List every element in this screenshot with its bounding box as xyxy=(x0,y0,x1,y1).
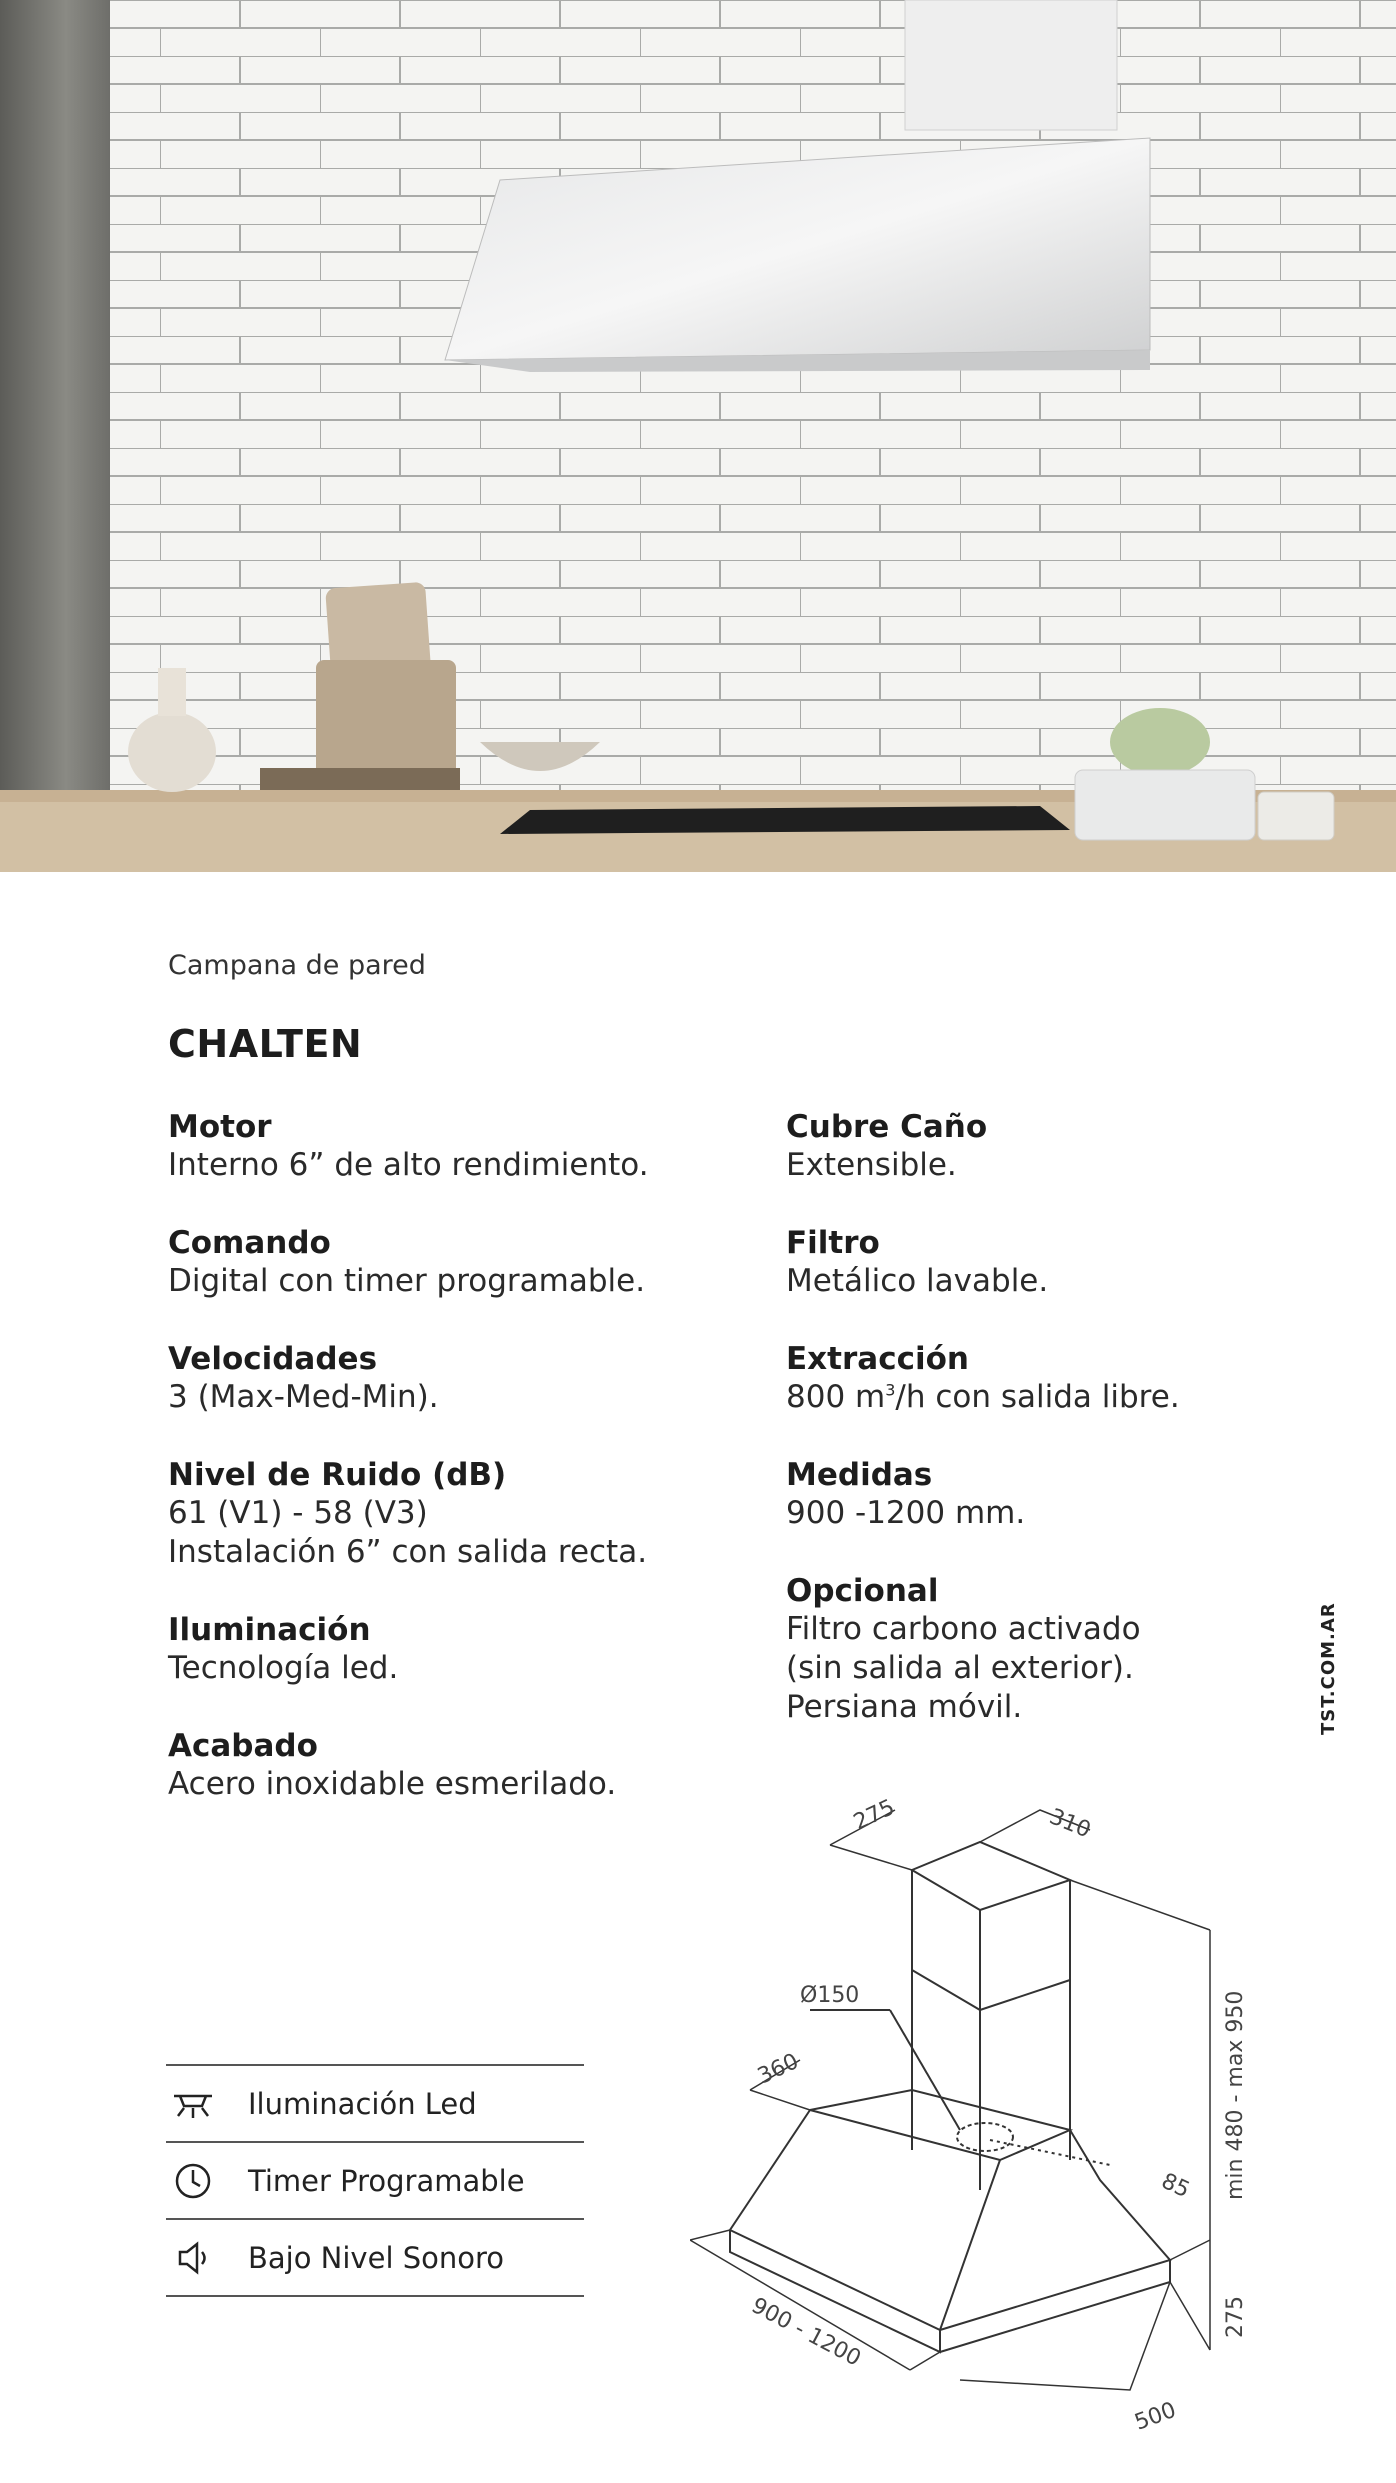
feature-timer xyxy=(166,2141,584,2218)
extraction-value: 800 m xyxy=(786,1379,886,1415)
spec-value: Metálico lavable. xyxy=(786,1263,1049,1299)
spec-nivel-ruido xyxy=(168,1456,768,1572)
dimension-diagram xyxy=(690,1790,1250,2480)
outlet-leader xyxy=(810,2010,960,2130)
speaker-icon xyxy=(170,2238,216,2278)
outlet-circle xyxy=(957,2123,1013,2151)
led-light-icon xyxy=(170,2084,216,2124)
hood-front xyxy=(730,2110,1000,2330)
spec-label: Motor xyxy=(168,1109,272,1145)
chimney-edges xyxy=(912,1870,1070,2190)
brand-url: TST.COM.AR xyxy=(1318,1602,1339,1735)
chimney-top xyxy=(912,1842,1070,1910)
dim-height-range: min 480 - max 950 xyxy=(1223,1990,1248,2200)
dim-offset: 85 xyxy=(1157,2168,1194,2204)
spec-label: Velocidades xyxy=(168,1341,378,1377)
spec-label: Medidas xyxy=(786,1457,933,1493)
dim-depth: 500 xyxy=(1131,2397,1180,2436)
kitchen-hood-illustration xyxy=(0,0,1396,872)
spec-value: Interno 6” de alto rendimiento. xyxy=(168,1147,649,1183)
spec-value: Filtro carbono activado xyxy=(786,1611,1141,1647)
feature-label: Iluminación Led xyxy=(248,2086,477,2121)
spec-value: Acero inoxidable esmerilado. xyxy=(168,1766,617,1802)
feature-sound xyxy=(166,2218,584,2297)
specs-right-column xyxy=(786,1108,1386,1766)
spec-label: Comando xyxy=(168,1225,331,1261)
spec-label: Nivel de Ruido (dB) xyxy=(168,1457,507,1493)
spec-value: Digital con timer programable. xyxy=(168,1263,646,1299)
dim-outlet: Ø150 xyxy=(800,1983,860,2008)
spec-iluminacion xyxy=(168,1611,768,1688)
feature-label: Timer Programable xyxy=(248,2163,525,2198)
extraction-exponent: 3 xyxy=(885,1380,896,1400)
clock-icon xyxy=(170,2161,216,2201)
extraction-unit: /h con salida libre. xyxy=(895,1379,1180,1415)
spec-label: Acabado xyxy=(168,1728,318,1764)
spec-motor xyxy=(168,1108,768,1185)
dim-width-range: 900 - 1200 xyxy=(747,2293,865,2372)
spec-extraccion xyxy=(786,1340,1386,1417)
spec-label: Iluminación xyxy=(168,1612,371,1648)
specs-left-column xyxy=(168,1108,768,1843)
spec-cubre-cano xyxy=(786,1108,1386,1185)
spec-filtro xyxy=(786,1224,1386,1301)
spec-value: (sin salida al exterior). xyxy=(786,1650,1134,1686)
product-name: CHALTEN xyxy=(168,1022,363,1066)
hero-photo xyxy=(0,0,1396,872)
spec-value xyxy=(786,1378,1386,1417)
dim-top-width: 310 xyxy=(1045,1804,1095,1844)
spec-value: Tecnología led. xyxy=(168,1650,399,1686)
spec-label: Cubre Caño xyxy=(786,1109,988,1145)
spec-label: Filtro xyxy=(786,1225,880,1261)
feature-list xyxy=(166,2064,584,2297)
spec-value: 900 -1200 mm. xyxy=(786,1495,1026,1531)
spec-label: Extracción xyxy=(786,1341,969,1377)
product-category: Campana de pared xyxy=(168,950,426,981)
dim-top-depth: 275 xyxy=(849,1795,899,1836)
feature-label: Bajo Nivel Sonoro xyxy=(248,2240,505,2275)
spec-value: 61 (V1) - 58 (V3) xyxy=(168,1495,428,1531)
spec-value: 3 (Max-Med-Min). xyxy=(168,1379,439,1415)
spec-comando xyxy=(168,1224,768,1301)
spec-value: Instalación 6” con salida recta. xyxy=(168,1534,648,1570)
spec-opcional xyxy=(786,1572,1386,1727)
spec-velocidades xyxy=(168,1340,768,1417)
spec-medidas xyxy=(786,1456,1386,1533)
spec-value: Extensible. xyxy=(786,1147,957,1183)
spec-label: Opcional xyxy=(786,1573,939,1609)
feature-led xyxy=(166,2064,584,2141)
dim-hood-depth: 360 xyxy=(753,2049,803,2090)
dim-line-height xyxy=(1070,1880,1210,2260)
spec-value: Persiana móvil. xyxy=(786,1689,1023,1725)
chimney-joint xyxy=(912,1970,1070,2010)
spec-acabado xyxy=(168,1727,768,1804)
dim-hood-height: 275 xyxy=(1223,2296,1248,2338)
